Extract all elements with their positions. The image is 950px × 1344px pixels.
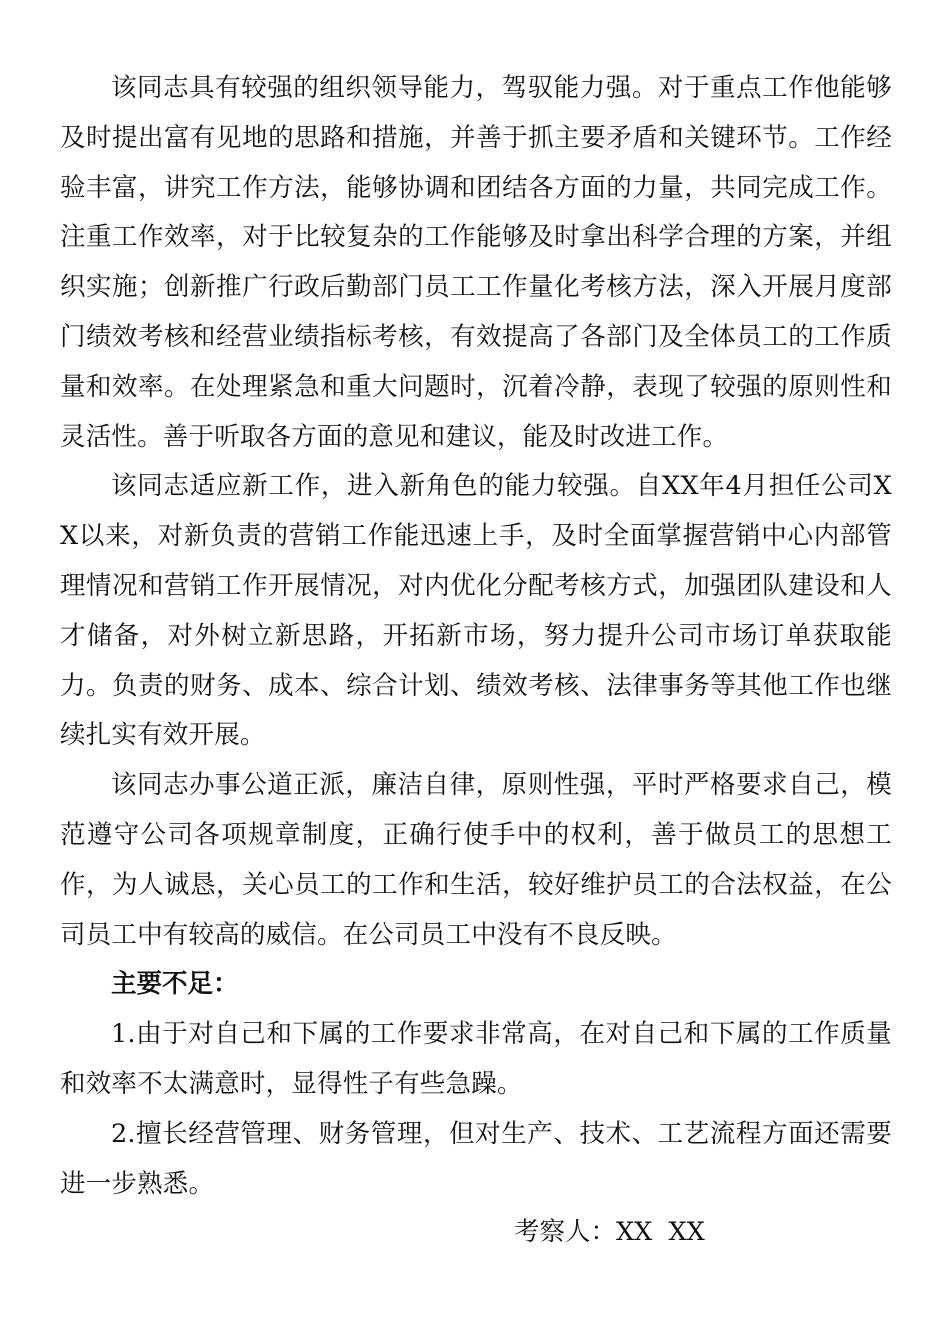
shortcomings-heading: 主要不足：: [111, 969, 239, 1000]
shortcoming-item-1: 1.由于对自己和下属的工作要求非常高，在对自己和下属的工作质量和效率不太满意时，显得性子有些急躁。: [60, 1019, 892, 1099]
paragraph-integrity: 该同志办事公道正派，廉洁自律，原则性强，平时严格要求自己，模范遵守公司各项规章制度，正确行使手中的权利，善于做员工的思想工作，为人诚恳，关心员工的工作和生活，较好维护员工的合法权益，在公司员工中有较高的威信。在公司员工中没有不良反映。: [60, 770, 892, 950]
inspector-signature: 考察人：XX XX: [514, 1217, 705, 1247]
shortcoming-item-2: 2.擅长经营管理、财务管理，但对生产、技术、工艺流程方面还需要进一步熟悉。: [60, 1118, 892, 1199]
paragraph-leadership: 该同志具有较强的组织领导能力，驾驭能力强。对于重点工作他能够及时提出富有见地的思路和措施，并善于抓主要矛盾和关键环节。工作经验丰富，讲究工作方法，能够协调和团结各方面的力量，共同完成工作。注重工作效率，对于比较复杂的工作能够及时拿出科学合理的方案，并组织实施；创新推广行政后勤部门员工工作量化考核方法，深入开展月度部门绩效考核和经营业绩指标考核，有效提高了各部门及全体员工的工作质量和效率。在处理紧急和重大问题时，沉着冷静，表现了较强的原则性和灵活性。善于听取各方面的意见和建议，能及时改进工作。: [60, 73, 892, 452]
document-body: [60, 64, 892, 1209]
paragraph-adaptability: 该同志适应新工作，进入新角色的能力较强。自XX年4月担任公司XX以来，对新负责的营销工作能迅速上手，及时全面掌握营销中心内部管理情况和营销工作开展情况，对内优化分配考核方式，加强团队建设和人才储备，对外树立新思路，开拓新市场，努力提升公司市场订单获取能力。负责的财务、成本、综合计划、绩效考核、法律事务等其他工作也继续扎实有效开展。: [60, 471, 892, 751]
